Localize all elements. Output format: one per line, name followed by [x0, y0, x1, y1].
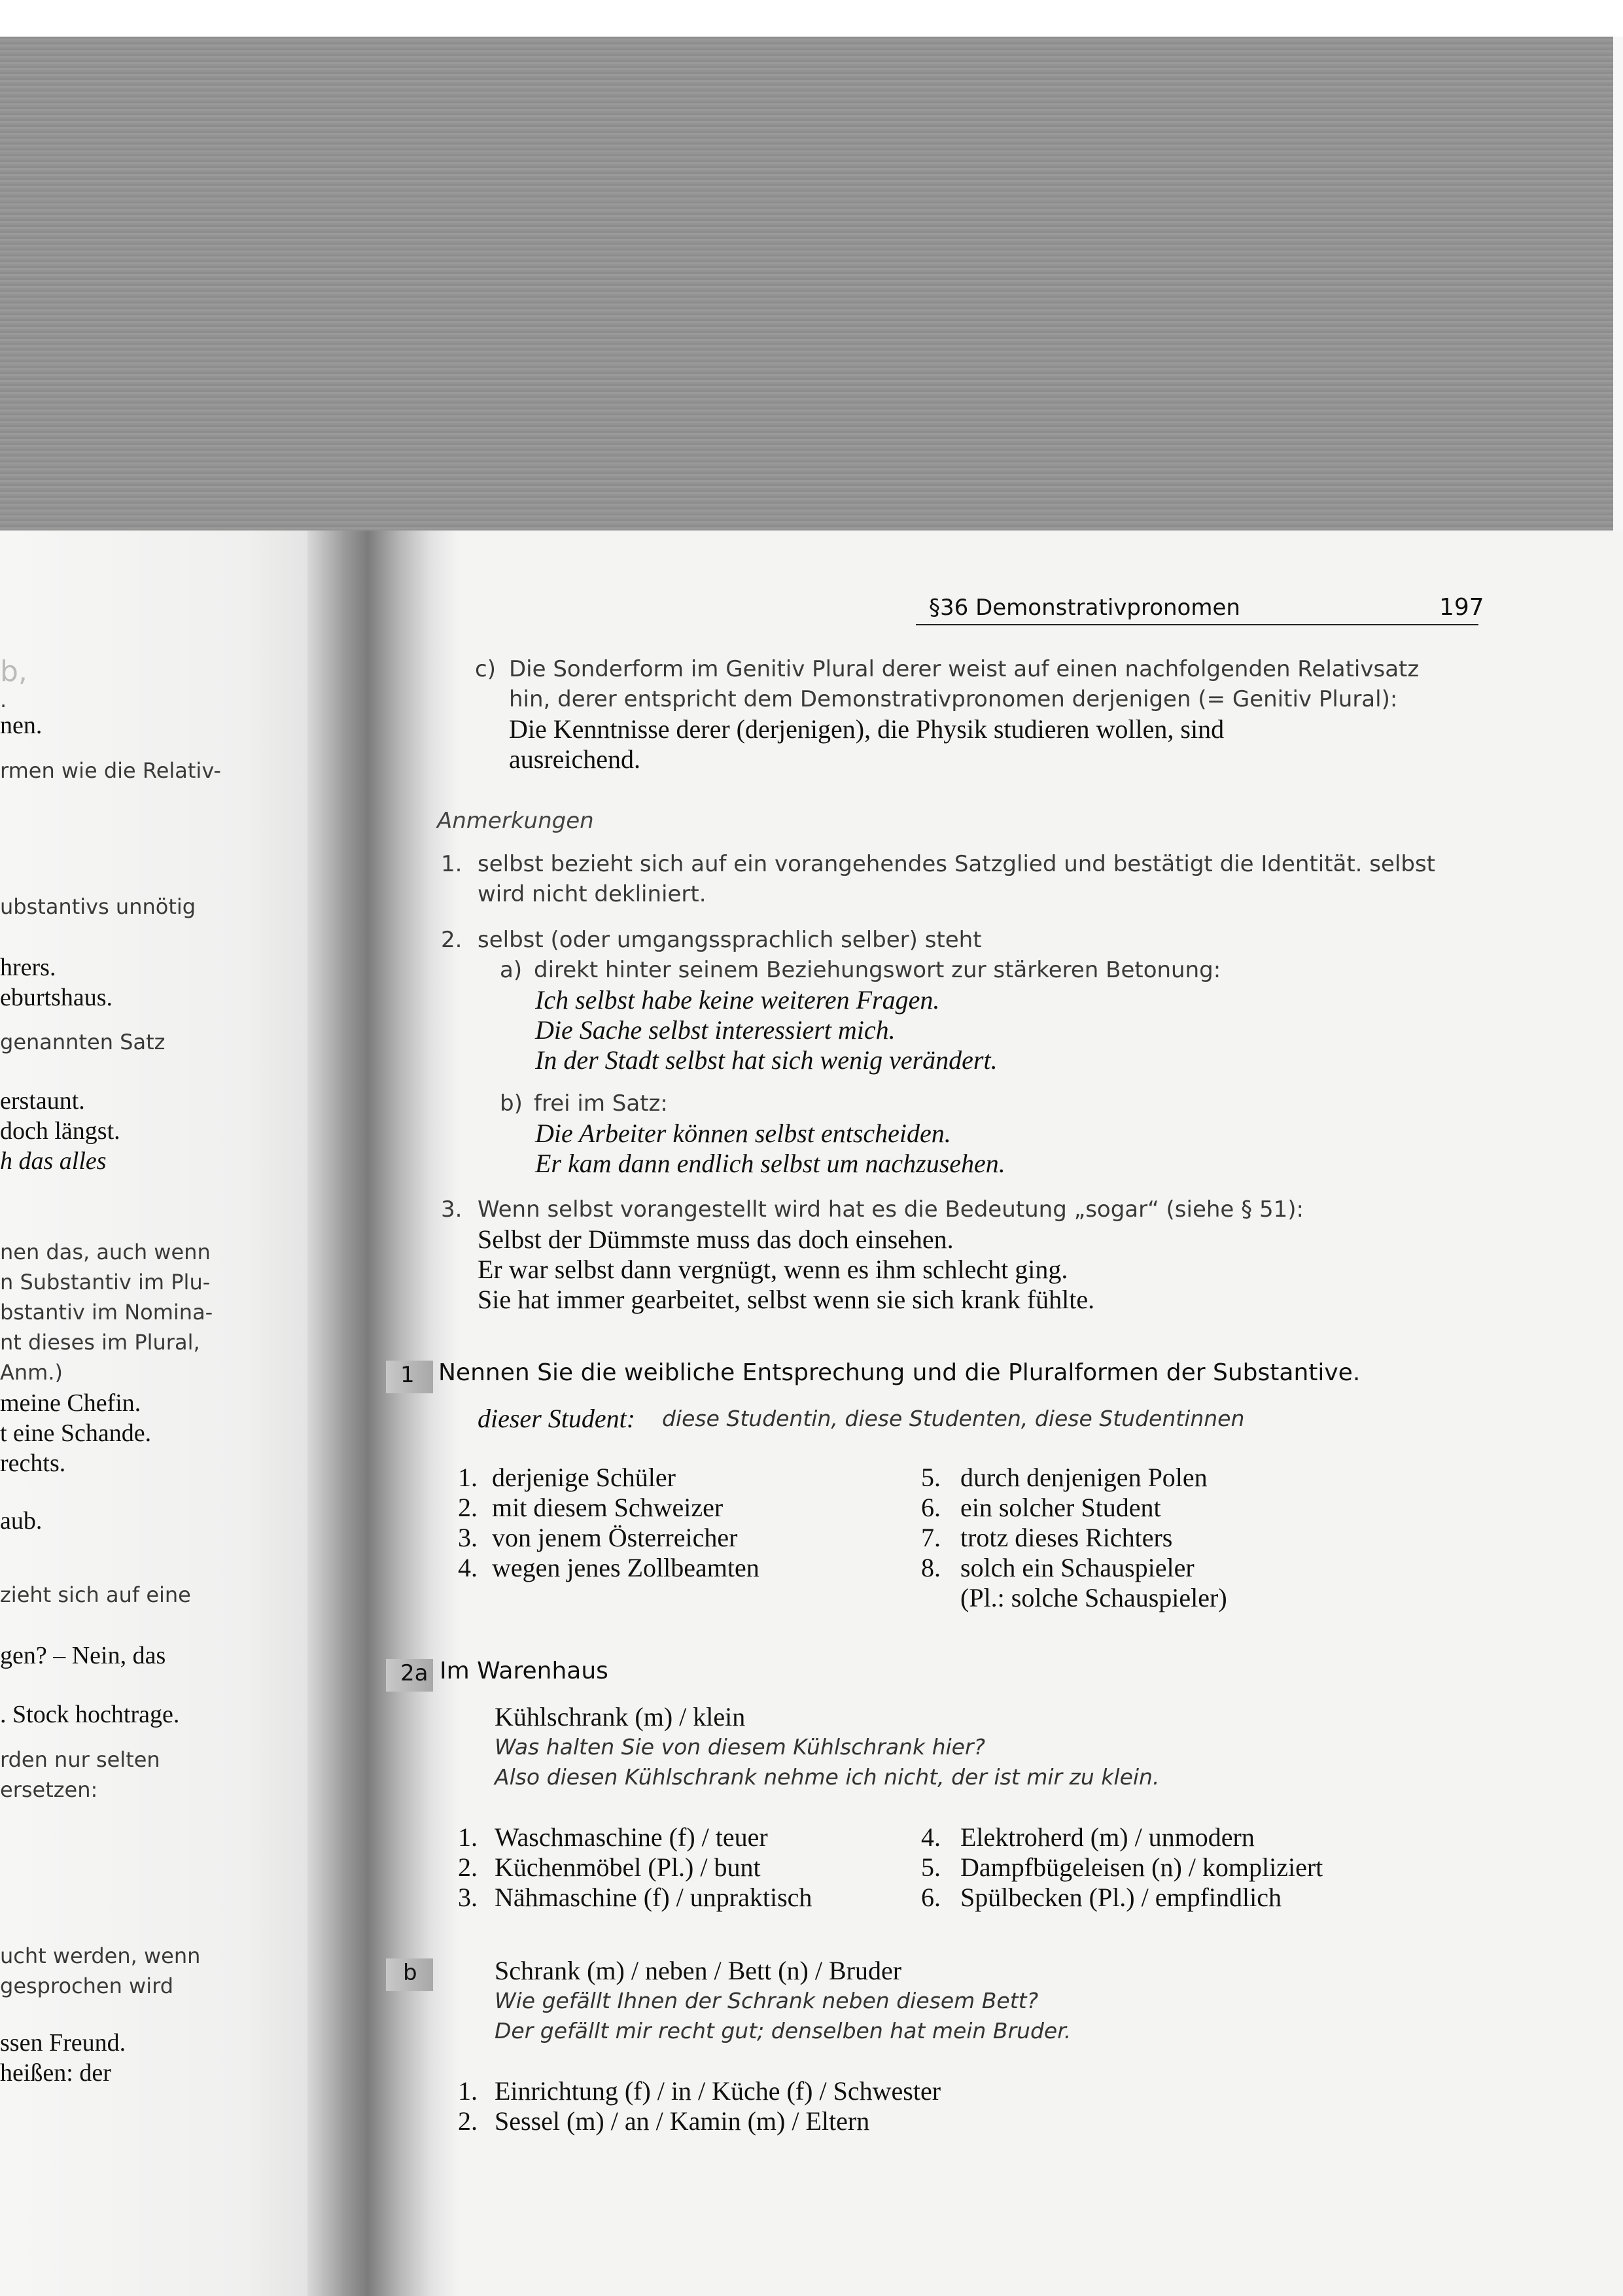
item-number: 1.: [458, 2076, 478, 2106]
item-number: 4.: [921, 1822, 941, 1852]
note-sub-text: frei im Satz:: [534, 1090, 668, 1117]
left-fragment: genannten Satz: [0, 1030, 166, 1054]
exercise-item: solch ein Schauspieler: [960, 1553, 1195, 1582]
exercise-item: Dampfbügeleisen (n) / kompliziert: [960, 1852, 1323, 1882]
item-number: 2.: [458, 1493, 478, 1522]
left-fragment: n Substantiv im Plu-: [0, 1270, 211, 1295]
item-number: 1.: [458, 1822, 478, 1852]
scanner-shadow-band: [0, 37, 1613, 531]
exercise-example-question: Wie gefällt Ihnen der Schrank neben diesem Bett?: [495, 1988, 1039, 2013]
note-sub-label: b): [500, 1090, 523, 1117]
left-fragment: .: [0, 687, 7, 712]
note-example: In der Stadt selbst hat sich wenig verändert.: [535, 1045, 998, 1075]
note-text: wird nicht dekliniert.: [478, 881, 707, 907]
exercise-number: 2a: [400, 1660, 428, 1686]
item-number: 6.: [921, 1883, 941, 1912]
exercise-title: Im Warenhaus: [440, 1658, 608, 1684]
item-number: 6.: [921, 1493, 941, 1522]
exercise-item: Küchenmöbel (Pl.) / bunt: [495, 1852, 761, 1882]
left-fragment: ssen Freund.: [0, 2029, 126, 2057]
left-fragment: zieht sich auf eine: [0, 1582, 191, 1607]
exercise-item-note: (Pl.: solche Schauspieler): [960, 1583, 1227, 1612]
note-example: Sie hat immer gearbeitet, selbst wenn sie sich krank fühlte.: [478, 1285, 1095, 1314]
left-fragment: meine Chefin.: [0, 1389, 141, 1417]
left-fragment: h das alles: [0, 1147, 107, 1175]
exercise-item: Waschmaschine (f) / teuer: [495, 1822, 768, 1852]
left-fragment: erstaunt.: [0, 1087, 85, 1115]
left-fragment: rden nur selten: [0, 1747, 160, 1772]
item-number: 2.: [458, 2106, 478, 2136]
exercise-item: Nähmaschine (f) / unpraktisch: [495, 1883, 812, 1912]
exercise-example-answer: Der gefällt mir recht gut; denselben hat mein Bruder.: [495, 2018, 1072, 2044]
book-gutter-shadow: [307, 531, 458, 2296]
exercise-example-prompt: Kühlschrank (m) / klein: [495, 1702, 746, 1731]
exercise-item: durch denjenigen Polen: [960, 1463, 1208, 1492]
exercise-item: Einrichtung (f) / in / Küche (f) / Schwester: [495, 2076, 941, 2106]
scan-margin-top: [0, 0, 1623, 37]
note-example: Die Sache selbst interessiert mich.: [535, 1015, 896, 1045]
exercise-item: wegen jenes Zollbeamten: [492, 1553, 759, 1582]
exercise-example-answer: diese Studentin, diese Studenten, diese Studentinnen: [662, 1406, 1245, 1431]
exercise-item: Spülbecken (Pl.) / empfindlich: [960, 1883, 1282, 1912]
item-number: 5.: [921, 1463, 941, 1492]
section-c-example: Die Kenntnisse derer (derjenigen), die Physik studieren wollen, sind: [509, 714, 1225, 744]
exercise-example-prompt: Schrank (m) / neben / Bett (n) / Bruder: [495, 1956, 902, 1985]
exercise-item: Elektroherd (m) / unmodern: [960, 1822, 1255, 1852]
note-number: 2.: [441, 927, 462, 953]
note-text: selbst bezieht sich auf ein vorangehendes Satzglied und bestätigt die Identität. selbst: [478, 851, 1435, 877]
left-fragment: . Stock hochtrage.: [0, 1701, 180, 1728]
left-fragment: gen? – Nein, das: [0, 1642, 166, 1669]
exercise-item: von jenem Österreicher: [492, 1523, 738, 1552]
note-sub-text: direkt hinter seinem Beziehungswort zur stärkeren Betonung:: [534, 957, 1221, 983]
item-number: 2.: [458, 1852, 478, 1882]
running-header-section: §36 Demonstrativpronomen: [929, 595, 1240, 621]
item-number: 5.: [921, 1852, 941, 1882]
section-c-line: Die Sonderform im Genitiv Plural derer weist auf einen nachfolgenden Relativsatz: [509, 656, 1420, 682]
exercise-item: derjenige Schüler: [492, 1463, 676, 1492]
left-fragment: nt dieses im Plural,: [0, 1330, 200, 1355]
exercise-instruction: Nennen Sie die weibliche Entsprechung und die Pluralformen der Substantive.: [438, 1359, 1361, 1386]
note-example: Er kam dann endlich selbst um nachzusehen.: [535, 1149, 1005, 1178]
left-fragment: doch längst.: [0, 1117, 120, 1145]
left-fragment: b,: [0, 655, 27, 688]
left-fragment: heißen: der: [0, 2059, 111, 2087]
left-fragment: t eine Schande.: [0, 1419, 152, 1447]
scanner-edge: [1613, 37, 1623, 531]
header-rule: [916, 624, 1478, 625]
note-text: selbst (oder umgangssprachlich selber) steht: [478, 927, 982, 953]
left-fragment: ersetzen:: [0, 1777, 98, 1802]
note-text: Wenn selbst vorangestellt wird hat es die Bedeutung „sogar“ (siehe § 51):: [478, 1196, 1304, 1223]
note-number: 1.: [441, 851, 462, 877]
exercise-item: trotz dieses Richters: [960, 1523, 1173, 1552]
exercise-item: Sessel (m) / an / Kamin (m) / Eltern: [495, 2106, 870, 2136]
note-example: Die Arbeiter können selbst entscheiden.: [535, 1119, 951, 1148]
left-fragment: rechts.: [0, 1450, 66, 1477]
exercise-item: ein solcher Student: [960, 1493, 1161, 1522]
note-example: Selbst der Dümmste muss das doch einsehen.: [478, 1225, 954, 1254]
note-example: Er war selbst dann vergnügt, wenn es ihm schlecht ging.: [478, 1255, 1068, 1284]
exercise-example-answer: Also diesen Kühlschrank nehme ich nicht, der ist mir zu klein.: [495, 1764, 1160, 1790]
section-c-label: c): [475, 656, 496, 682]
left-fragment: ucht werden, wenn: [0, 1943, 201, 1968]
exercise-example-prompt: dieser Student:: [478, 1404, 636, 1433]
left-fragment: aub.: [0, 1507, 43, 1535]
exercise-number: 1: [400, 1362, 415, 1388]
left-fragment: Anm.): [0, 1360, 63, 1385]
left-fragment: hrers.: [0, 954, 56, 981]
exercise-item: mit diesem Schweizer: [492, 1493, 724, 1522]
left-fragment: ubstantivs unnötig: [0, 894, 196, 919]
exercise-example-question: Was halten Sie von diesem Kühlschrank hier?: [495, 1734, 986, 1760]
left-fragment: nen.: [0, 712, 43, 739]
item-number: 3.: [458, 1883, 478, 1912]
item-number: 1.: [458, 1463, 478, 1492]
left-fragment: eburtshaus.: [0, 984, 113, 1011]
item-number: 7.: [921, 1523, 941, 1552]
item-number: 8.: [921, 1553, 941, 1582]
left-fragment: rmen wie die Relativ-: [0, 758, 221, 783]
section-c-example: ausreichend.: [509, 744, 641, 774]
page-number: 197: [1439, 594, 1484, 621]
section-c-line: hin, derer entspricht dem Demonstrativpronomen derjenigen (= Genitiv Plural):: [509, 686, 1398, 712]
note-number: 3.: [441, 1196, 462, 1223]
left-fragment: bstantiv im Nomina-: [0, 1300, 213, 1325]
note-sub-label: a): [500, 957, 523, 983]
item-number: 4.: [458, 1553, 478, 1582]
anmerkungen-title: Anmerkungen: [437, 808, 594, 834]
exercise-number: b: [403, 1960, 417, 1986]
note-example: Ich selbst habe keine weiteren Fragen.: [535, 985, 940, 1015]
item-number: 3.: [458, 1523, 478, 1552]
left-fragment: gesprochen wird: [0, 1974, 173, 1998]
left-fragment: nen das, auch wenn: [0, 1240, 211, 1264]
